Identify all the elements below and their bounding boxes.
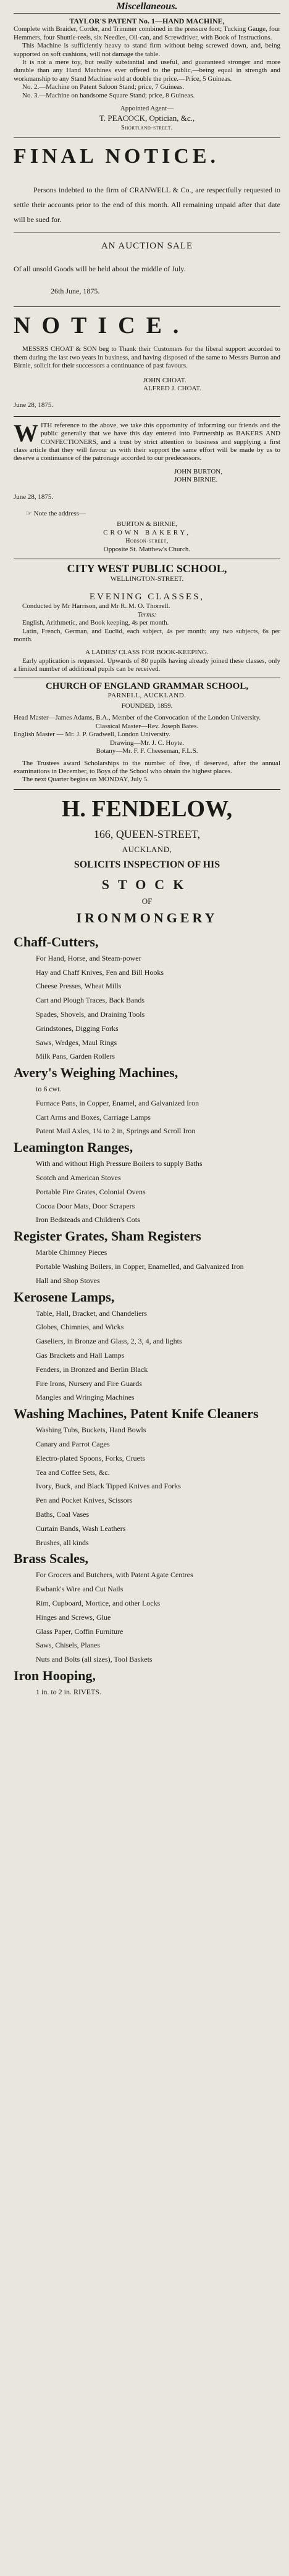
ironmongery-section-head: Leamington Ranges, — [14, 1139, 133, 1155]
burton-body — [14, 419, 280, 463]
final-notice-body: Persons indebted to the firm of CRANWELL & Co., are respectfully requested to settle their accounts prior to the end of this month. All remaining unpaid after that date will be sued for. — [14, 185, 280, 224]
school-b3: A LADIES' CLASS FOR BOOK-KEEPING. — [85, 649, 209, 657]
fendelow-name: H. FENDELOW, — [61, 795, 233, 822]
school-street: WELLINGTON-STREET. — [110, 575, 184, 583]
notice-title: NOTICE. — [14, 313, 190, 339]
burton-note-text: Note the address— — [33, 509, 86, 517]
ironmongery-item: Fenders, in Bronzed and Berlin Black — [36, 1364, 148, 1374]
ironmongery-item: Baths, Coal Vases — [36, 1510, 90, 1519]
agent-label: Appointed Agent— — [120, 105, 174, 113]
school-b2: Latin, French, German, and Euclid, each subject, 4s per month; any two subjects, 6s per month. — [14, 627, 280, 644]
ad-city-west-school — [14, 559, 280, 674]
ironmongery-item: Saws, Chisels, Planes — [36, 1641, 101, 1650]
ironmongery-item: Washing Tubs, Buckets, Hand Bowls — [36, 1425, 146, 1435]
ad-taylor-body: It is not a mere toy, but really substantial and useful, and guaranteed stronger and more durable than any Hand Machines ever offered to the public,—being equal in strength and workmanship to any Stand Machine sold at double the price.—Price, 5 Guineas. — [14, 59, 280, 83]
dropcap: W — [14, 419, 38, 447]
ad-final-notice — [14, 138, 280, 227]
ironmongery-item: Gas Brackets and Hall Lamps — [36, 1351, 125, 1360]
fendelow-of: OF — [141, 896, 153, 906]
notice-body: MESSRS CHOAT & SON beg to Thank their Customers for the liberal support accorded to them during the last two years in business, and having disposed of the same to Messrs Burton and Birnie, solicit for their successors a continuance of past favours. — [14, 345, 280, 370]
ironmongery-item: For Hand, Horse, and Steam-power — [36, 953, 141, 962]
newspaper-column — [14, 0, 280, 1699]
burton-firm: BURTON & BIRNIE, — [117, 520, 177, 528]
ironmongery-item: Spades, Shovels, and Draining Tools — [36, 1009, 145, 1019]
ironmongery-item: Cart and Plough Traces, Back Bands — [36, 996, 144, 1005]
grammar-drawing: Drawing—Mr. J. C. Hoyte. — [109, 739, 185, 747]
ironmongery-item: Hinges and Screws, Glue — [36, 1612, 111, 1622]
grammar-botany: Botany—Mr. F. F. Cheeseman, F.L.S. — [96, 747, 198, 755]
ironmongery-item: Fire Irons, Nursery and Fire Guards — [36, 1379, 142, 1388]
ironmongery-item: Marble Chimney Pieces — [36, 1248, 107, 1257]
ironmongery-item: Electro-plated Spoons, Forks, Cruets — [36, 1453, 145, 1462]
ironmongery-item: Cheese Presses, Wheat Mills — [36, 982, 122, 991]
ad-notice-choat — [14, 307, 280, 409]
burton-sig: JOHN BURTON, — [174, 467, 222, 475]
fendelow-stock: STOCK — [101, 876, 193, 892]
fendelow-solicits: SOLICITS INSPECTION OF HIS — [73, 859, 220, 870]
ad-taylor — [14, 14, 280, 133]
ironmongery-item: Ewbank's Wire and Cut Nails — [36, 1585, 124, 1594]
burton-sig: JOHN BIRNIE. — [174, 476, 218, 484]
ironmongery-section-head: Iron Hooping, — [14, 1667, 96, 1683]
ad-taylor-title: TAYLOR'S PATENT No. 1—HAND MACHINE, — [69, 17, 225, 25]
ironmongery-item: Canary and Parrot Cages — [36, 1440, 110, 1449]
ironmongery-section-head: Avery's Weighing Machines, — [14, 1065, 178, 1081]
grammar-b2: The next Quarter begins on MONDAY, July 5. — [22, 776, 149, 784]
ironmongery-item: Curtain Bands, Wash Leathers — [36, 1524, 126, 1533]
school-terms: Terms: — [137, 610, 157, 618]
pointing-hand-icon: ☞ — [26, 509, 34, 517]
ironmongery-item: Portable Fire Grates, Colonial Ovens — [36, 1187, 146, 1196]
ironmongery-item: Patent Mail Axles, 1¼ to 2 in, Springs and Scroll Iron — [36, 1126, 196, 1136]
section-header: Miscellaneous. — [14, 0, 280, 14]
ad-fendelow — [14, 790, 280, 1699]
ironmongery-item: Mangles and Wringing Machines — [36, 1393, 135, 1402]
ironmongery-item: Iron Bedsteads and Children's Cots — [36, 1215, 140, 1224]
notice-sig: JOHN CHOAT. — [143, 376, 186, 384]
ironmongery-section-head: Brass Scales, — [14, 1551, 88, 1567]
ad-grammar-school — [14, 678, 280, 784]
school-sub: EVENING CLASSES, — [89, 592, 205, 602]
ironmongery-section-head: Chaff-Cutters, — [14, 933, 99, 950]
ironmongery-item: Pen and Pocket Knives, Scissors — [36, 1496, 133, 1505]
ironmongery-item: Furnace Pans, in Copper, Enamel, and Galvanized Iron — [36, 1098, 199, 1107]
auction-date: 26th June, 1875. — [51, 286, 100, 295]
grammar-founded: FOUNDED, 1859. — [121, 702, 173, 710]
ad-taylor-body: Complete with Braider, Corder, and Trimmer combined in the pressure foot; Tucking Gauge, four Hemmers, four Shuttle-reels, six Needles, Oil-can, and Screwdriver, with Book of Instructions. — [14, 25, 280, 41]
school-conducted: Conducted by Mr Harrison, and Mr R. M. O. Thorrell. — [22, 602, 170, 610]
ironmongery-item: Ivory, Buck, and Black Tipped Knives and Forks — [36, 1482, 181, 1491]
ironmongery-item: Brushes, all kinds — [36, 1538, 89, 1547]
fendelow-iron: IRONMONGERY — [76, 909, 218, 925]
ironmongery-item: Milk Pans, Garden Rollers — [36, 1052, 115, 1061]
notice-date: June 28, 1875. — [14, 401, 54, 409]
grammar-loc: PARNELL, AUCKLAND. — [107, 691, 186, 699]
school-b1: English, Arithmetic, and Book keeping, 4s per month. — [22, 619, 169, 627]
auction-body: Of all unsold Goods will be held about the middle of July. — [14, 264, 186, 273]
ironmongery-section-head: Kerosene Lamps, — [14, 1289, 115, 1305]
ironmongery-item: Gaseliers, in Bronze and Glass, 2, 3, 4, and lights — [36, 1337, 182, 1346]
ironmongery-item: 1 in. to 2 in. RIVETS. — [36, 1687, 102, 1696]
grammar-classical: Classical Master—Rev. Joseph Bates. — [95, 722, 199, 730]
ironmongery-item: Glass Paper, Coffin Furniture — [36, 1626, 124, 1636]
ironmongery-item: For Grocers and Butchers, with Patent Agate Centres — [36, 1570, 193, 1580]
burton-text: ITH reference to the above, we take this opportunity of informing our friends and the public generally that we have this day entered into Partnership as BAKERS AND CONFECTIONERS, and a trust by strict attention to business and supplying a first class article that they will favour us with their support the same effort will be made by us to deserve a continuance of the patronage accorded to our predecessors. — [14, 421, 280, 462]
school-title: CITY WEST PUBLIC SCHOOL, — [67, 562, 227, 575]
ironmongery-item: Globes, Chimnies, and Wicks — [36, 1323, 124, 1332]
school-b4: Early application is requested. Upwards of 80 pupils having already joined these classes, only a limited number of additional pupils can be received. — [14, 657, 280, 673]
ad-burton-birnie — [14, 417, 280, 554]
ad-auction — [14, 232, 280, 295]
grammar-b1: The Trustees award Scholarships to the number of five, if deserved, after the annual examinations in December, to Boys of the School who obtain the highest places. — [14, 759, 280, 775]
grammar-head: Head Master—James Adams, B.A., Member of the Convocation of the London University. — [14, 714, 261, 722]
fendelow-city: AUCKLAND, — [122, 844, 172, 854]
ironmongery-section-head: Register Grates, Sham Registers — [14, 1228, 201, 1244]
agent-address: Shortland-street. — [121, 125, 173, 132]
grammar-title: CHURCH OF ENGLAND GRAMMAR SCHOOL, — [45, 681, 249, 691]
auction-title: AN AUCTION SALE — [101, 240, 193, 251]
ironmongery-section-head: Washing Machines, Patent Knife Cleaners — [14, 1406, 259, 1422]
ironmongery-item: Grindstones, Digging Forks — [36, 1023, 119, 1033]
burton-opposite: Opposite St. Matthew's Church. — [103, 545, 191, 553]
ad-taylor-body: No. 2.—Machine on Patent Saloon Stand; price, 7 Guineas. — [22, 83, 185, 91]
ironmongery-item: Cocoa Door Mats, Door Scrapers — [36, 1201, 135, 1210]
ironmongery-item: Hay and Chaff Knives, Fen and Bill Hooks — [36, 967, 164, 977]
ironmongery-item: to 6 cwt. — [36, 1085, 62, 1094]
agent-name: T. PEACOCK, Optician, &c., — [99, 113, 195, 123]
burton-bakery: CROWN BAKERY, — [103, 528, 191, 536]
notice-sig: ALFRED J. CHOAT. — [143, 384, 201, 392]
ad-taylor-body: No. 3.—Machine on handsome Square Stand; price, 8 Guineas. — [22, 91, 195, 99]
ironmongery-item: Portable Washing Boilers, in Copper, Enamelled, and Galvanized Iron — [36, 1262, 244, 1271]
burton-date: June 28, 1875. — [14, 493, 54, 501]
ironmongery-item: Nuts and Bolts (all sizes), Tool Baskets — [36, 1655, 153, 1664]
burton-note — [14, 510, 280, 518]
ironmongery-item: Hall and Shop Stoves — [36, 1276, 100, 1285]
burton-street: Hobson-street, — [125, 538, 169, 545]
ad-taylor-body: This Machine is sufficiently heavy to stand firm without being screwed down, and, being supported on soft cushions, will not damage the table. — [14, 42, 280, 58]
grammar-english: English Master — Mr. J. P. Gradwell, London University. — [14, 731, 170, 739]
ironmongery-item: Table, Hall, Bracket, and Chandeliers — [36, 1308, 148, 1318]
fendelow-address: 166, QUEEN-STREET, — [93, 827, 201, 840]
final-notice-title: FINAL NOTICE. — [14, 144, 220, 168]
ironmongery-list — [14, 933, 280, 1699]
ironmongery-item: Tea and Coffee Sets, &c. — [36, 1467, 110, 1477]
ironmongery-item: With and without High Pressure Boilers to supply Baths — [36, 1159, 203, 1168]
ironmongery-item: Scotch and American Stoves — [36, 1173, 121, 1183]
ironmongery-item: Saws, Wedges, Maul Rings — [36, 1038, 117, 1047]
ironmongery-item: Cart Arms and Boxes, Carriage Lamps — [36, 1112, 151, 1122]
ironmongery-item: Rim, Cupboard, Mortice, and other Locks — [36, 1599, 161, 1607]
